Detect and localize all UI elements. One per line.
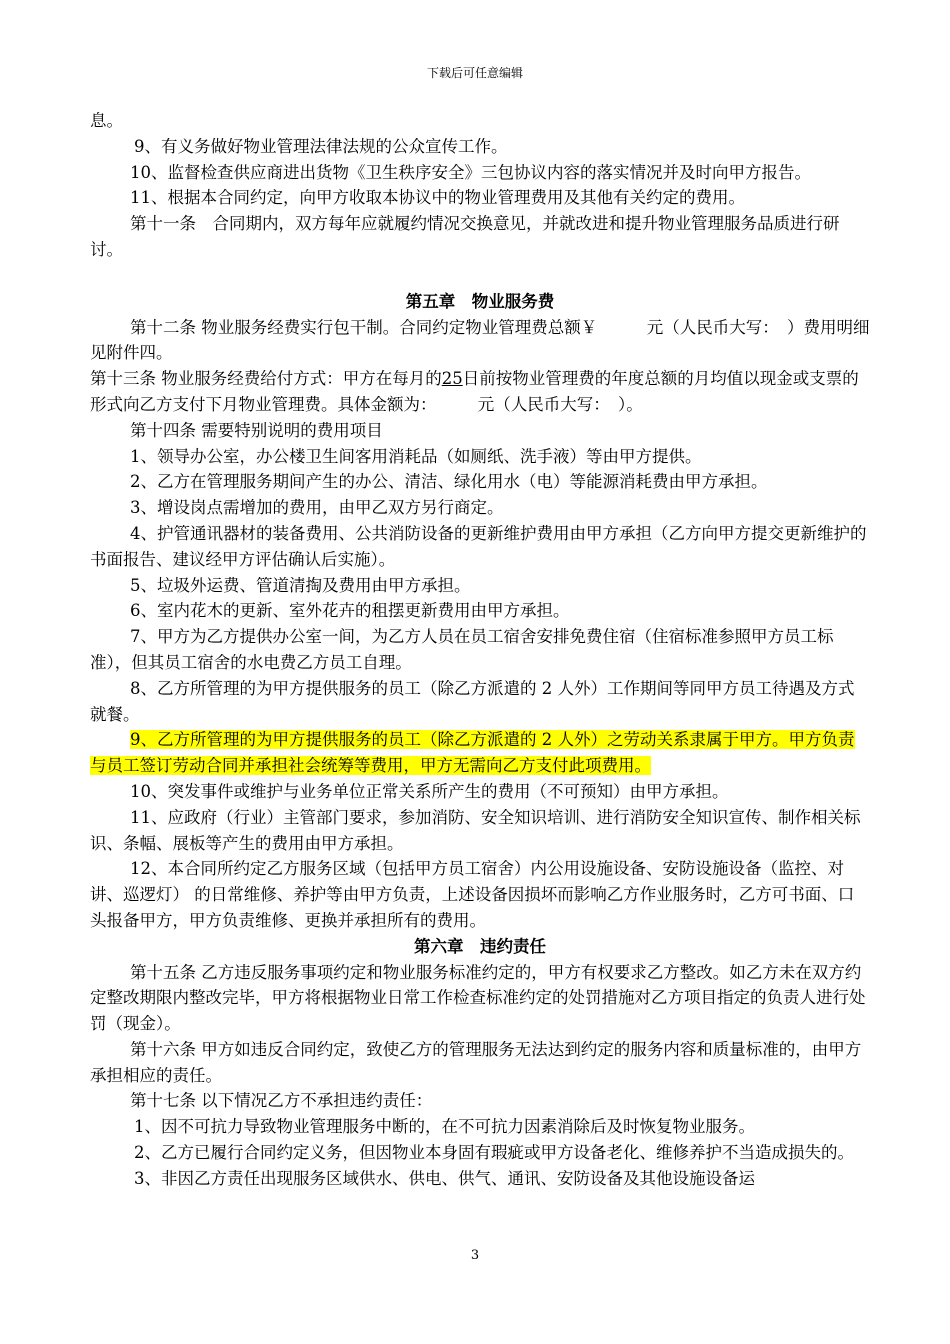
article-12: 第十二条 物业服务经费实行包干制。合同约定物业管理费总额￥ 元（人民币大写： ）费用明细见附件四。	[90, 317, 870, 363]
chapter-five-heading: 第五章 物业服务费	[405, 291, 555, 311]
fee-item: 3、增设岗点需增加的费用，由甲乙双方另行商定。	[130, 498, 504, 518]
exemption-item: 1、因不可抗力导致物业管理服务中断的，在不可抗力因素消除后及时恢复物业服务。	[134, 1117, 755, 1137]
fee-item: 12、本合同所约定乙方服务区域（包括甲方员工宿舍）内公用设施设备、安防设施设备（监控、对讲、巡逻灯） 的日常维修、养护等由甲方负责，上述设备因损坏而影响乙方作业服务时，乙方可书面、口头报备甲方，甲方负责维修、更换并承担所有的费用。	[90, 859, 855, 930]
fee-item: 5、垃圾外运费、管道清掏及费用由甲方承担。	[130, 575, 471, 595]
paragraph: 息。	[90, 111, 123, 130]
chapter-six-heading: 第六章 违约责任	[414, 936, 546, 956]
fee-item: 6、室内花木的更新、室外花卉的租摆更新费用由甲方承担。	[130, 601, 570, 621]
paragraph: 10、监督检查供应商进出货物《卫生秩序安全》三包协议内容的落实情况并及时向甲方报告。	[130, 162, 811, 182]
fee-item: 10、突发事件或维护与业务单位正常关系所产生的费用（不可预知）由甲方承担。	[130, 781, 729, 801]
fee-item: 4、护管通讯器材的装备费用、公共消防设备的更新维护费用由甲方承担（乙方向甲方提交更新维护的书面报告、建议经甲方评估确认后实施）。	[90, 523, 867, 569]
fee-item: 7、甲方为乙方提供办公室一间，为乙方人员在员工宿舍安排免费住宿（住宿标准参照甲方员工标准），但其员工宿舍的水电费乙方员工自理。	[90, 627, 834, 672]
article-13	[90, 366, 870, 418]
paragraph: 11、根据本合同约定，向甲方收取本协议中的物业管理费用及其他有关约定的费用。	[130, 188, 745, 208]
fee-item-highlighted	[90, 727, 870, 779]
paragraph: 第十一条 合同期内，双方每年应就履约情况交换意见，并就改进和提升物业管理服务品质进行研讨。	[90, 214, 840, 259]
fee-item: 2、乙方在管理服务期间产生的办公、清洁、绿化用水（电）等能源消耗费由甲方承担。	[130, 472, 768, 492]
page-header: 下载后可任意编辑	[426, 66, 523, 80]
paragraph: 9、有义务做好物业管理法律法规的公众宣传工作。	[134, 136, 508, 156]
article-13-text-a: 第十三条 物业服务经费给付方式：甲方在每月的	[90, 369, 442, 389]
page-number: 3	[470, 1248, 480, 1263]
exemption-item: 2、乙方已履行合同约定义务，但因物业本身固有瑕疵或甲方设备老化、维修养护不当造成损失的。	[134, 1143, 854, 1163]
document-body	[90, 108, 870, 1192]
highlighted-text: 9、乙方所管理的为甲方提供服务的员工（除乙方派遣的 2 人外）之劳动关系隶属于甲方。甲方负责与员工签订劳动合同并承担社会统筹等费用，甲方无需向乙方支付此项费用。	[90, 730, 855, 776]
exemption-item: 3、非因乙方责任出现服务区域供水、供电、供气、通讯、安防设备及其他设施设备运	[134, 1168, 755, 1188]
payment-day: 25	[441, 369, 463, 389]
fee-item: 8、乙方所管理的为甲方提供服务的员工（除乙方派遣的 2 人外）工作期间等同甲方员工待遇及方式就餐。	[90, 678, 855, 724]
article-13-text-b: 日前按物业管理费的年度总额的月均值以现金或支票的形式向乙方支付下月物业管理费。具体金额为： 元（人民币大写： ）。	[90, 369, 859, 414]
article-14: 第十四条 需要特别说明的费用项目	[130, 420, 383, 440]
article-17: 第十七条 以下情况乙方不承担违约责任：	[130, 1091, 433, 1111]
fee-item: 1、领导办公室，办公楼卫生间客用消耗品（如厕纸、洗手液）等由甲方提供。	[130, 446, 702, 466]
article-16: 第十六条 甲方如违反合同约定，致使乙方的管理服务无法达到约定的服务内容和质量标准的，由甲方承担相应的责任。	[90, 1039, 862, 1085]
fee-item: 11、应政府（行业）主管部门要求，参加消防、安全知识培训、进行消防安全知识宣传、制作相关标识、条幅、展板等产生的费用由甲方承担。	[90, 807, 861, 853]
article-15: 第十五条 乙方违反服务事项约定和物业服务标准约定的，甲方有权要求乙方整改。如乙方未在双方约定整改期限内整改完毕，甲方将根据物业日常工作检查标准约定的处罚措施对乙方项目指定的负责人进行处罚（现金）。	[90, 962, 866, 1034]
